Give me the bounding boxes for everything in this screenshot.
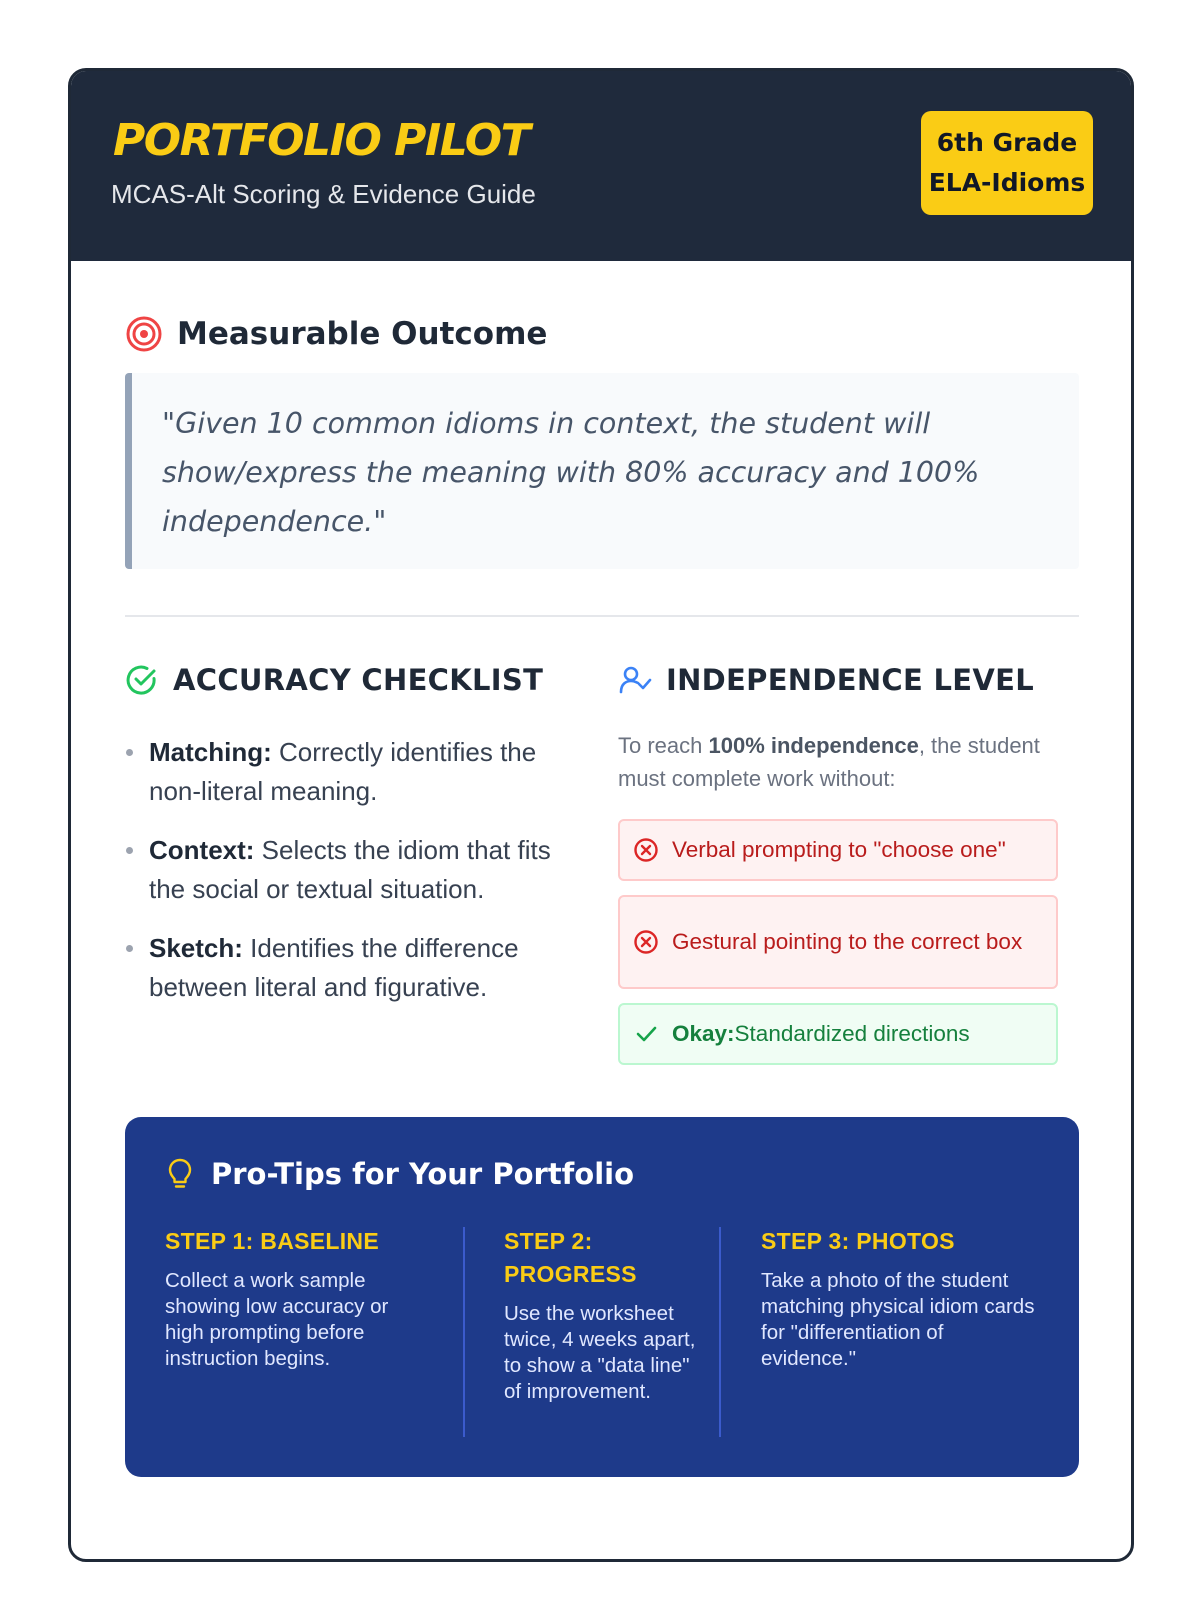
- item-text: Correctly identifies the non-literal meaning.: [149, 737, 537, 806]
- step-body: Take a photo of the student matching physical idiom cards for "differentiation of evidence.": [761, 1269, 1035, 1370]
- check-circle-icon: [125, 663, 159, 697]
- step-divider: [719, 1227, 721, 1437]
- outcome-heading-text: Measurable Outcome: [177, 316, 548, 352]
- tips-heading: [165, 1157, 634, 1191]
- badge-subject: ELA-Idioms: [928, 168, 1086, 197]
- intro-after: , the student must complete work without:: [618, 733, 1040, 791]
- step-title: STEP 3: PHOTOS: [761, 1228, 955, 1254]
- rule-ok-line: [672, 1018, 970, 1050]
- pro-tips-panel: [125, 1117, 1079, 1477]
- rule-text: Gestural pointing to the correct box: [672, 929, 1023, 954]
- intro-bold: 100% independence: [708, 733, 919, 758]
- rule-text: Verbal prompting to "choose one": [672, 837, 1006, 862]
- user-check-icon: [618, 663, 652, 697]
- rule-gestural-pointing: [618, 895, 1058, 989]
- rule-verbal-prompting: [618, 819, 1058, 881]
- subtitle: MCAS-Alt Scoring & Evidence Guide: [111, 179, 536, 209]
- target-icon: [125, 315, 163, 353]
- accuracy-heading: [125, 663, 543, 697]
- list-item: [125, 929, 575, 1007]
- tips-heading-text: Pro-Tips for Your Portfolio: [211, 1157, 635, 1191]
- item-term: Matching:: [149, 737, 272, 767]
- rule-text: Standardized directions: [734, 1021, 970, 1046]
- list-item: [125, 733, 575, 811]
- step-progress: [504, 1225, 699, 1405]
- check-icon: [632, 1022, 660, 1046]
- independence-heading: [618, 663, 1034, 697]
- rule-standardized-directions: [618, 1003, 1058, 1065]
- outcome-quote: "Given 10 common idioms in context, the student will show/express the meaning with 80% accuracy and 100% independence.": [125, 373, 1079, 569]
- item-term: Context:: [149, 835, 255, 865]
- divider: [125, 615, 1079, 617]
- independence-heading-text: INDEPENDENCE LEVEL: [666, 663, 1035, 697]
- intro-before: To reach: [618, 733, 709, 758]
- accuracy-list: [125, 733, 575, 1027]
- list-item: [125, 831, 575, 909]
- outcome-heading: [125, 315, 547, 353]
- grade-badge: [921, 111, 1093, 215]
- rule-ok-label: Okay:: [672, 1021, 735, 1046]
- portfolio-card: [68, 68, 1134, 1562]
- item-text: Selects the idiom that fits the social or textual situation.: [149, 835, 551, 904]
- step-title: STEP 1: BASELINE: [165, 1228, 379, 1254]
- step-body: Collect a work sample showing low accuracy or high prompting before instruction begins.: [165, 1269, 389, 1370]
- step-baseline: [165, 1225, 415, 1372]
- brand-title: PORTFOLIO PILOT: [113, 115, 530, 166]
- badge-grade: 6th Grade: [936, 128, 1078, 157]
- step-photos: [761, 1225, 1041, 1372]
- independence-intro: [618, 729, 1058, 795]
- item-text: Identifies the difference between literal and figurative.: [149, 933, 519, 1002]
- item-term: Sketch:: [149, 933, 243, 963]
- header: [71, 71, 1131, 261]
- x-circle-icon: [632, 929, 660, 955]
- step-title: STEP 2: PROGRESS: [504, 1228, 637, 1287]
- step-divider: [463, 1227, 465, 1437]
- step-body: Use the worksheet twice, 4 weeks apart, to show a "data line" of improvement.: [504, 1302, 696, 1403]
- accuracy-heading-text: ACCURACY CHECKLIST: [173, 663, 544, 697]
- lightbulb-icon: [165, 1157, 195, 1191]
- x-circle-icon: [632, 837, 660, 863]
